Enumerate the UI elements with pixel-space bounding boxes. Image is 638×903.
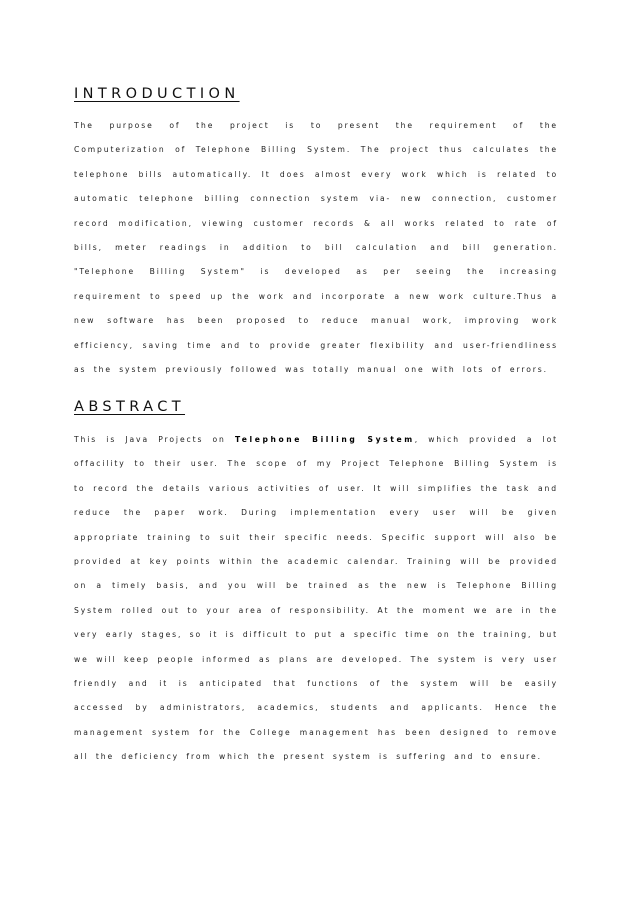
introduction-paragraph: The purpose of the project is to present the requirement of the Computerization of Telephone Billing System. The project thus calculates the telephone bills automatically. It does almost every work which is related to automatic telephone billing connection system via- new connection, customer record modification, viewing customer records & all works related to rate of bills, meter readings in addition to bill calculation and bill generation. "Telephone Billing System" is developed as per seeing the increasing requirement to speed up the work and incorporate a new work culture.Thus a new software has been proposed to reduce manual work, improving work efficiency, saving time and to provide greater flexibility and user-friendliness as the system previously followed was totally manual one with lots of errors. — [74, 121, 558, 375]
abstract-text-before: This is Java Projects on — [74, 435, 235, 444]
abstract-project-title: Telephone Billing System — [234, 435, 415, 444]
abstract-heading: ABSTRACT — [74, 399, 186, 415]
abstract-paragraph — [74, 428, 558, 770]
abstract-text-after: , which provided a lot offacility to their user. The scope of my Project Telephone Billing System is to record the details various activities of user. It will simplifies the task and reduce the paper work. During implementation every user will be given appropriate training to suit their specific needs. Specific support will also be provided at key points within the academic calendar. Training will be provided on a timely basis, and you will be trained as the new is Telephone Billing System rolled out to your area of responsibility. At the moment we are in the very early stages, so it is difficult to put a specific time on the training, but we will keep people informed as plans are developed. The system is very user friendly and it is anticipated that functions of the system will be easily accessed by administrators, academics, students and applicants. Hence the management system for the College management has been designed to remove all the deficiency from which the present system is suffering and to ensure. — [74, 435, 558, 762]
introduction-heading: INTRODUCTION — [74, 86, 240, 102]
